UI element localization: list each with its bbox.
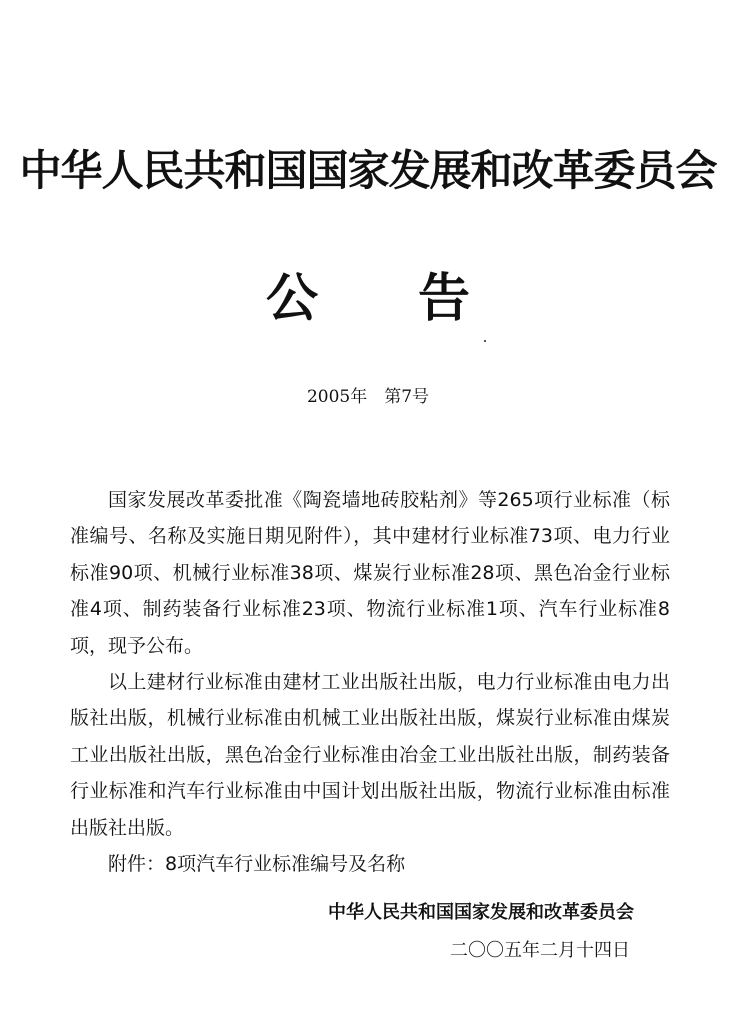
scan-speck [484, 340, 486, 342]
document-type-heading: 公告 [265, 268, 570, 329]
document-number: 2005年 第7号 [306, 387, 430, 407]
signature-organization: 中华人民共和国国家发展和改革委员会 [328, 902, 634, 923]
body-paragraph-approval: 国家发展改革委批准《陶瓷墙地砖胶粘剂》等265项行业标准（标准编号、名称及实施日期见附件），其中建材行业标准73项、电力行业标准90项、机械行业标准38项、煤炭行业标准28项、黑色冶金行业标准4项、制药装备行业标准23项、物流行业标准1项、汽车行业标准8项，现予公布。 [70, 489, 670, 657]
body-paragraph-attachment: 附件：8项汽车行业标准编号及名称 [108, 853, 406, 876]
issuing-organization-title: 中华人民共和国国家发展和改革委员会 [19, 146, 717, 195]
announcement-body [70, 482, 670, 882]
signature-block [328, 898, 634, 962]
body-paragraph-publishers: 以上建材行业标准由建材工业出版社出版，电力行业标准由电力出版社出版，机械行业标准由机械工业出版社出版，煤炭行业标准由煤炭工业出版社出版，黑色冶金行业标准由冶金工业出版社出版，制药装备行业标准和汽车行业标准由中国计划出版社出版，物流行业标准由标准出版社出版。 [70, 671, 670, 839]
signature-date: 二〇〇五年二月十四日 [450, 940, 630, 961]
